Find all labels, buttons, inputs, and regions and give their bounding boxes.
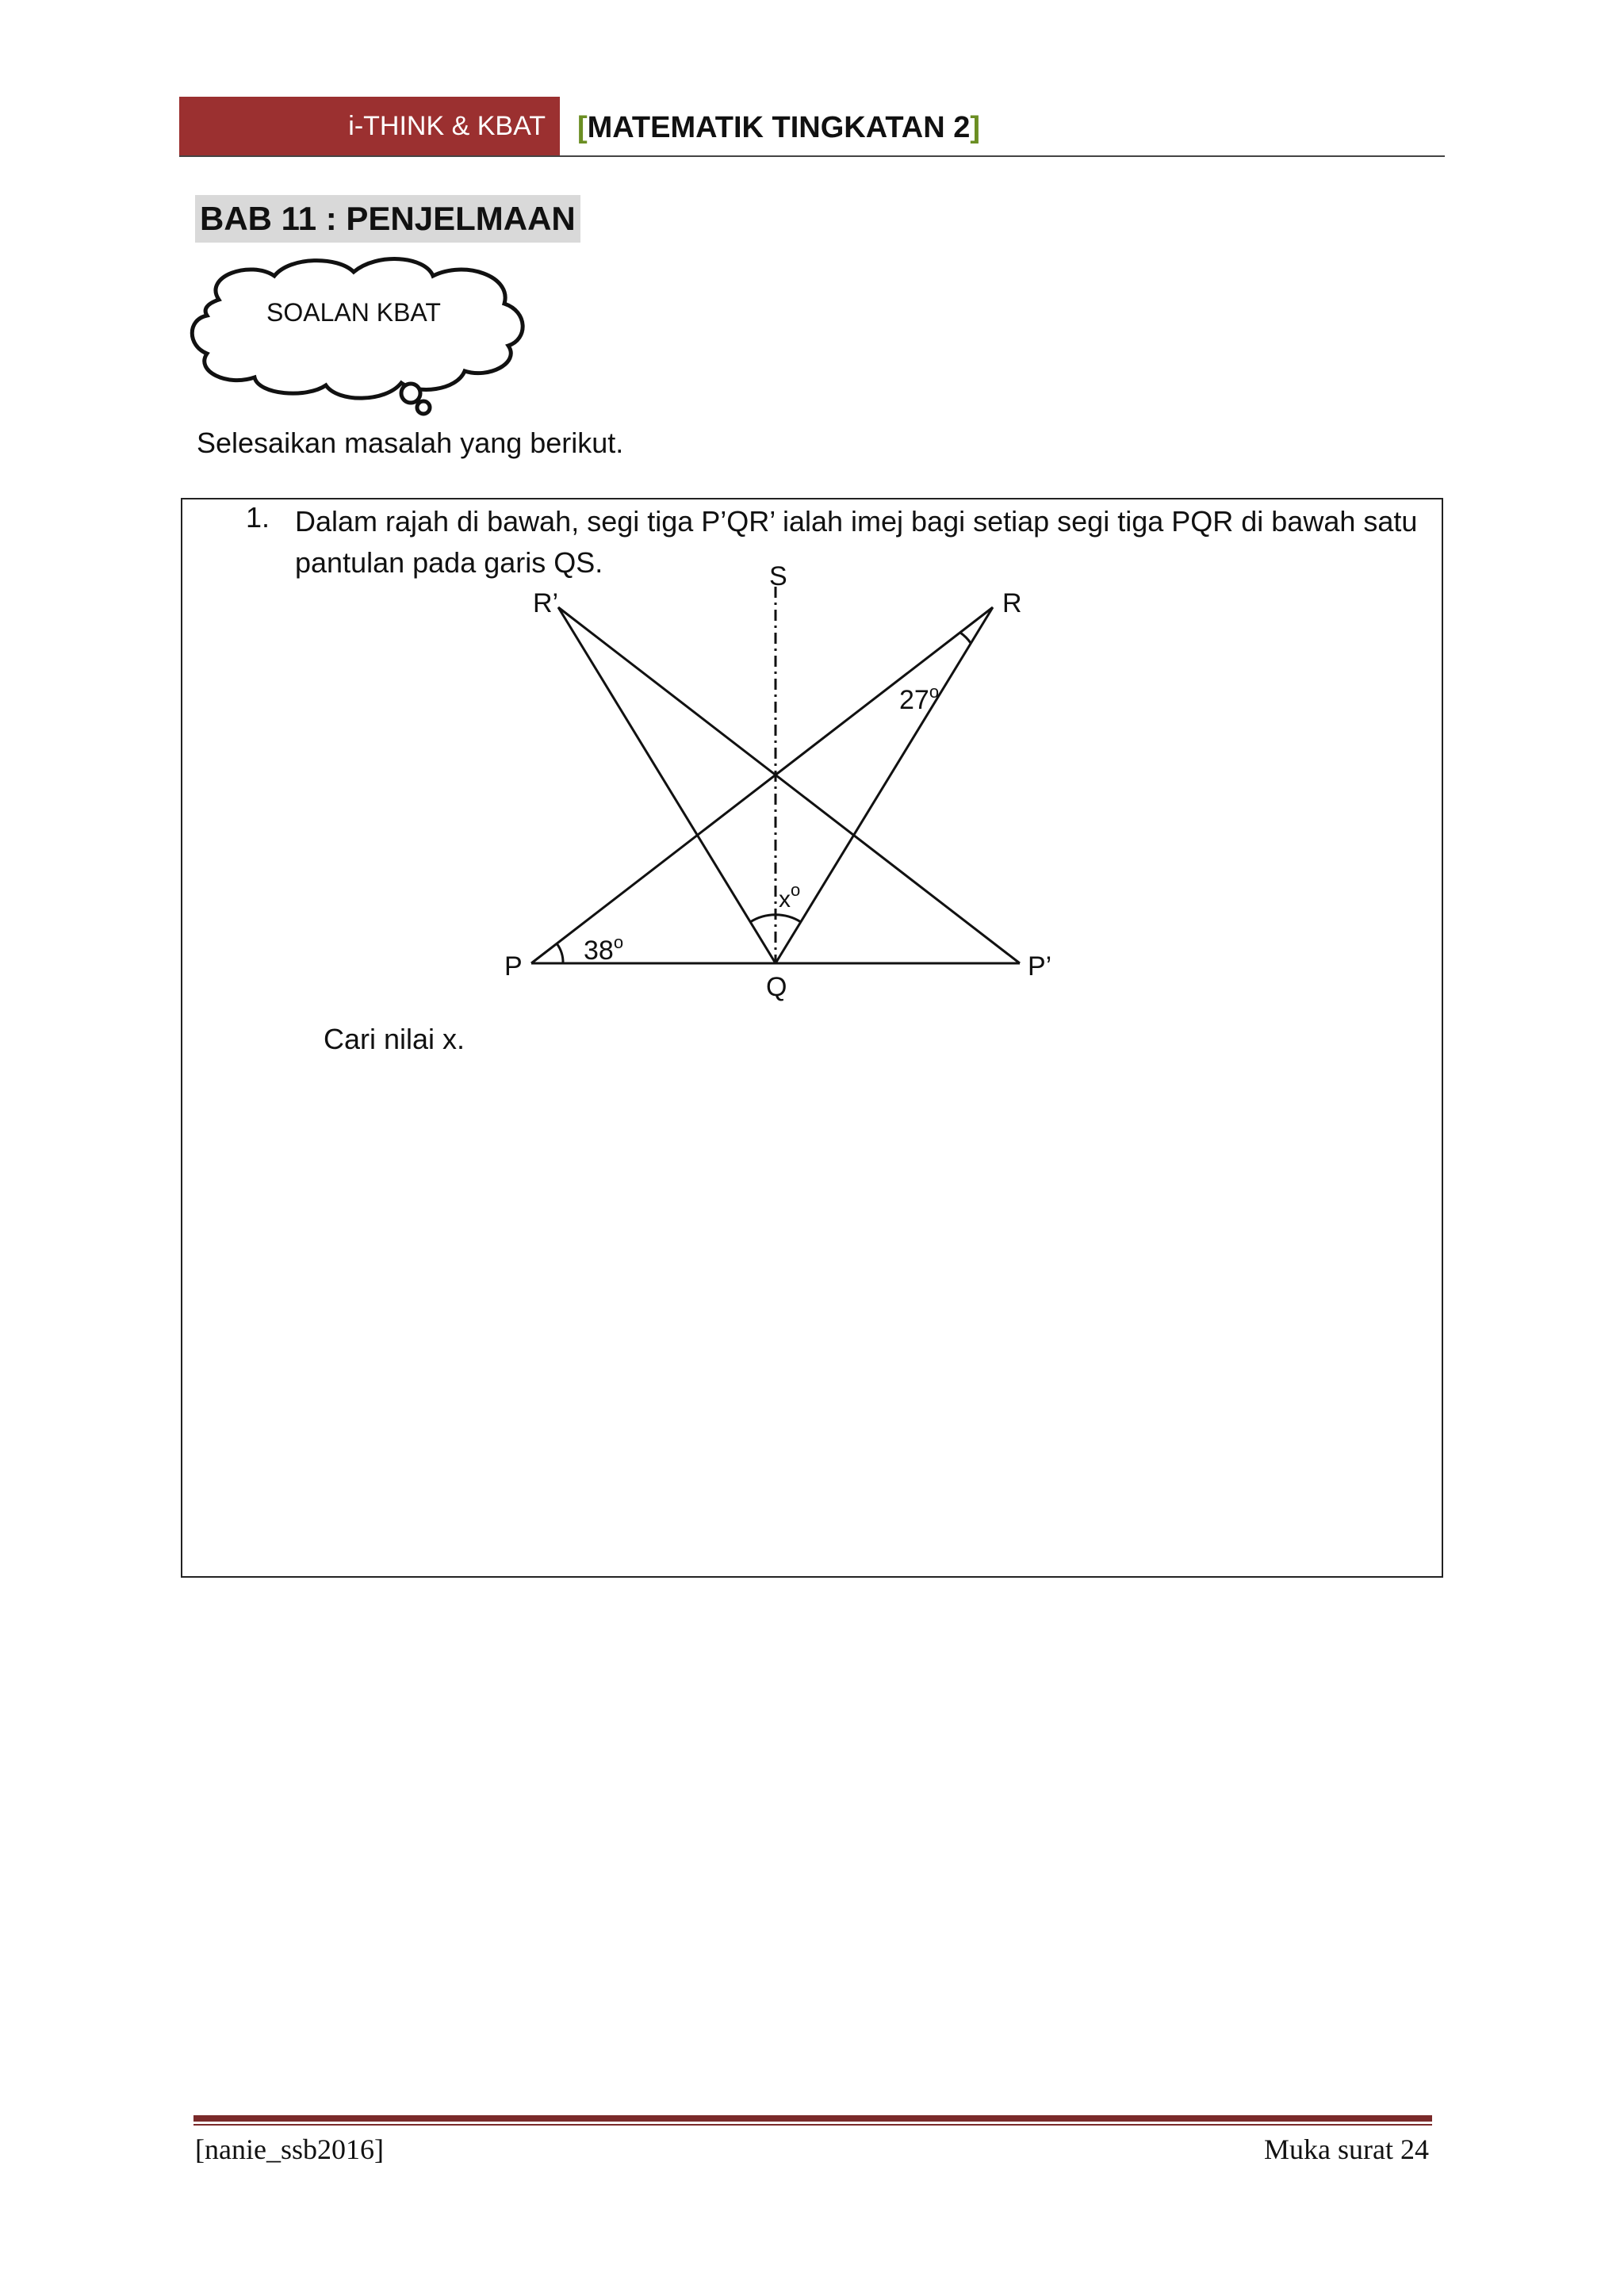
header-tag [179, 97, 560, 155]
thought-cloud-icon [187, 252, 536, 419]
angle-value-p: 38 [584, 936, 614, 966]
header-bracket-open: [ [577, 110, 588, 144]
angle-value-q: x [779, 886, 791, 913]
vertex-label-r: R [1002, 588, 1022, 618]
header-tag-label: i-THINK & KBAT [348, 110, 546, 141]
footer-divider-thick [193, 2115, 1432, 2122]
line-qr [776, 607, 993, 963]
angle-label-p [584, 932, 623, 966]
vertex-label-q: Q [766, 972, 787, 1002]
vertex-label-p-prime: P’ [1028, 951, 1052, 982]
angle-arc-r [960, 633, 971, 643]
vertex-label-p: P [504, 951, 523, 982]
header-title [577, 101, 980, 154]
line-pr [531, 607, 993, 963]
chapter-title [195, 195, 580, 243]
angle-unit-p: o [613, 932, 624, 952]
footer-divider-thin [193, 2124, 1432, 2126]
callout-label: SOALAN KBAT [266, 298, 441, 327]
question-text: Dalam rajah di bawah, segi tiga P’QR’ ialah imej bagi setiap segi tiga PQR di bawah satu pantulan pada garis QS. [295, 505, 1418, 579]
instruction-text: Selesaikan masalah yang berikut. [197, 427, 624, 459]
footer-page-number: Muka surat 24 [1264, 2133, 1429, 2165]
angle-label-q [779, 880, 800, 913]
angle-label-r [899, 682, 939, 715]
angle-value-r: 27 [899, 685, 929, 715]
header-title-text: MATEMATIK TINGKATAN 2 [587, 110, 971, 144]
vertex-label-r-prime: R’ [533, 588, 559, 618]
angle-unit-q: o [791, 880, 801, 900]
footer-author: [nanie_ssb2016] [195, 2133, 384, 2165]
header-divider [179, 155, 1445, 157]
chapter-title-text: BAB 11 : PENJELMAAN [200, 200, 576, 237]
question-number: 1. [246, 501, 270, 534]
header-bracket-close: ] [970, 110, 980, 144]
reflection-diagram [476, 555, 1110, 1015]
angle-arc-p [557, 943, 563, 963]
question-prompt: Cari nilai x. [324, 1023, 465, 1055]
line-qr-prime [558, 607, 776, 963]
angle-unit-r: o [929, 682, 940, 702]
vertex-label-s: S [769, 561, 787, 591]
